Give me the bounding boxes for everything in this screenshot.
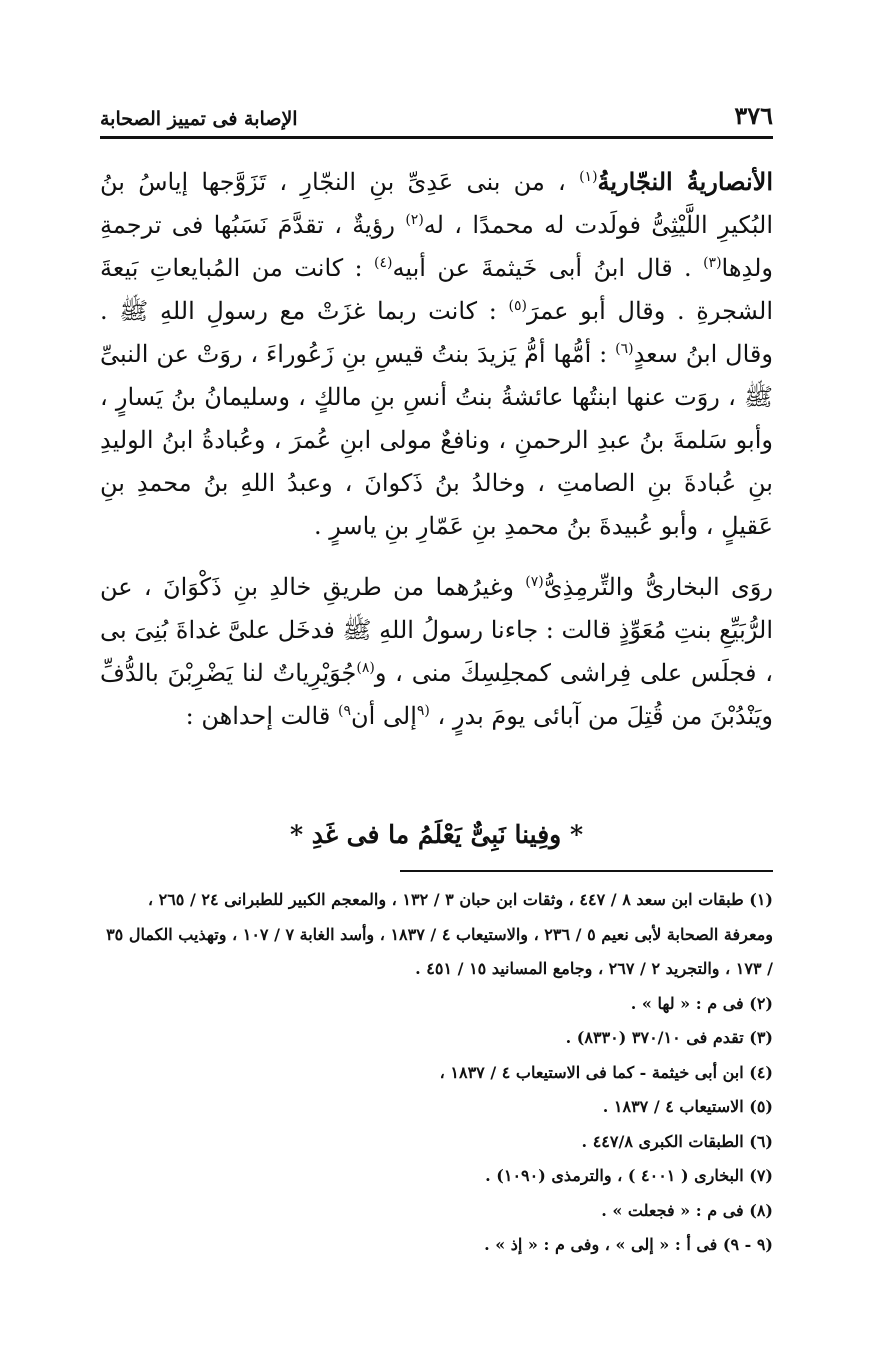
footnote-ref-5[interactable]: (٥) <box>508 298 527 314</box>
footnote-4: (٤) ابن أبى خيثمة - كما فى الاستيعاب ٤ / ١٨٣٧ ، <box>439 1062 773 1082</box>
text-run: روَى البخارىُّ والتِّرمِذِىُّ <box>543 573 773 601</box>
footnote-3: (٣) تقدم فى ٣٧٠/١٠ (٨٣٣٠) . <box>565 1028 773 1047</box>
footnote-6: (٦) الطبقات الكبرى ٤٤٧/٨ . <box>581 1131 773 1151</box>
text-run: . قال ابنُ أبى خَيثمةَ عن أبيه <box>392 254 704 282</box>
text-run: : أمُّها أمُّ يَزيدَ بنتُ قيسِ بنِ زَعُوراءَ ، روَتْ عن النبىِّ ﷺ ، روَت عنها ابنتُها عائشةُ بنتُ أنسِ بنِ مالكٍ ، وسليمانُ بنُ يَسارٍ ، وأبو سَلمةَ بنُ عبدِ الرحمنِ ، ونافعٌ مولى ابنِ عُمرَ ، وعُبادةُ ابنُ الوليدِ بنِ عُبادةَ بنِ الصامتِ ، وخالدُ بنُ ذَكوانَ ، وعبدُ اللهِ بنُ محمدِ بنِ عَقيلٍ ، وأبو عُبيدةَ بنُ محمدِ بنِ عَمّارِ بنِ ياسرٍ . <box>100 340 773 540</box>
footnote-ref-9-end[interactable]: ٩) <box>337 703 351 719</box>
footnote-ref-9-start[interactable]: (٩ <box>416 703 430 719</box>
text-run: جُوَيْرِياتٌ لنا يَضْرِبْنَ بالدُّفِّ ويَنْدُبْنَ من قُتِلَ من آبائى يومَ بدرٍ ، <box>100 659 773 730</box>
footnotes <box>100 883 773 1263</box>
header-rule <box>100 136 773 139</box>
text-run: رؤيةٌ ، تقدَّمَ نَسَبُها فى ترجمةِ ولدِها <box>100 211 774 282</box>
running-title: الإصابة فى تمييز الصحابة <box>100 108 298 130</box>
footnote-8: (٨) فى م : « فجعلت » . <box>601 1200 773 1220</box>
footnote-ref-2[interactable]: (٢) <box>405 212 424 228</box>
footnote-1: (١) طبقات ابن سعد ٨ / ٤٤٧ ، وثقات ابن حبان ٣ / ١٣٢ ، والمعجم الكبير للطبرانى ٢٤ / ٢٦٥ ، ومعرفة الصحابة لأبى نعيم ٥ / ٢٣٦ ، والاستيعاب ٤ / ١٨٣٧ ، وأسد الغابة ٧ / ١٠٧ ، وتهذيب الكمال ٣٥ / ١٧٣ ، والتجريد ٢ / ٢٦٧ ، وجامع المسانيد ١٥ / ٤٥١ . <box>106 890 773 978</box>
page-header <box>100 90 773 130</box>
footnote-ref-6[interactable]: (٦) <box>615 341 634 357</box>
footnote-5: (٥) الاستيعاب ٤ / ١٨٣٧ . <box>602 1097 773 1116</box>
text-run: وغيرُهما من طريقِ خالدِ بنِ ذَكْوَانَ ، عن الرُّبَيِّعِ بنتِ مُعَوِّذٍ قالت : جاءنا رسولُ اللهِ ﷺ فدخَل علىَّ غداةَ بُنِىَ بى ، فجلَس على فِراشى كمجلِسِكَ منى ، و <box>100 573 773 687</box>
footnote-9: (٩ - ٩) فى أ : « إلى » ، وفى م : « إذ » . <box>484 1235 773 1254</box>
text-run: : كانت من المُبايعاتِ بَيعةَ الشجرةِ . وقال أبو عمرَ <box>100 254 774 325</box>
paragraph-biography <box>100 160 773 548</box>
footnote-ref-4[interactable]: (٤) <box>374 255 393 271</box>
text-run: إلى أن <box>350 702 417 730</box>
footnote-ref-8[interactable]: (٨) <box>356 660 375 676</box>
paragraph-hadith <box>100 566 773 738</box>
text-run: : كانت ربما غزَتْ مع رسولِ اللهِ ﷺ . وقال ابنُ سعدٍ <box>100 297 773 368</box>
text-run: ، من بنى عَدِىِّ بنِ النجّارِ ، تَزَوَّجها إياسُ بنُ البُكيرِ اللَّيْثِىُّ فولَدت له محمدًا ، له <box>100 168 773 239</box>
poem-verse: * وفِينا نَبِىٌّ يَعْلَمُ ما فى غَدِ * <box>289 820 584 849</box>
footnote-7: (٧) البخارى ( ٤٠٠١ ) ، والترمذى (١٠٩٠) . <box>485 1166 773 1185</box>
entry-name: الأنصاريةُ النجّاريةُ <box>597 167 773 196</box>
footnote-ref-3[interactable]: (٣) <box>703 255 722 271</box>
main-text <box>100 160 773 738</box>
footnote-2: (٢) فى م : « لها » . <box>630 993 773 1013</box>
footnote-rule <box>400 870 773 872</box>
text-run: قالت إحداهن : <box>185 702 338 730</box>
footnote-ref-1[interactable]: (١) <box>579 169 598 185</box>
footnote-ref-7[interactable]: (٧) <box>525 574 544 590</box>
page-number: ٣٧٦ <box>734 101 773 130</box>
